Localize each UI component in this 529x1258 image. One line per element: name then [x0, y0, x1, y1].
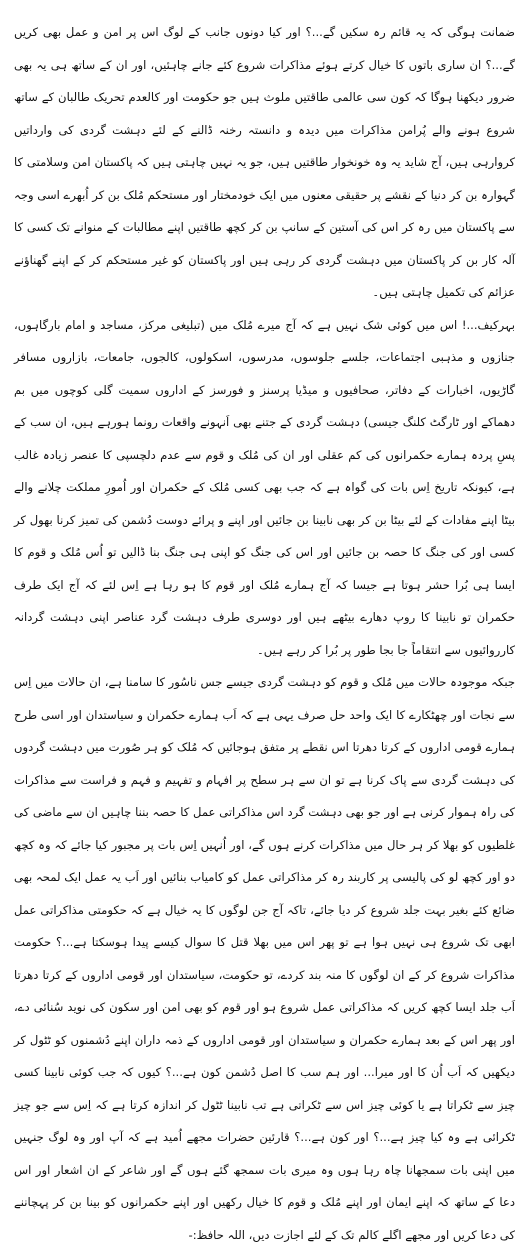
paragraph-1: ضمانت ہوگی کہ یہ قائم رہ سکیں گے...؟ اور کیا دونوں جانب کے لوگ اس پر امن و عمل بھی کریں گے...؟ ان ساری باتوں کا خیال کرتے ہوئے مذاکرات شروع کئے جانے چاہئیں، اور ان کے ساتھ ہی یہ بھی ضرور دیکھنا ہوگا کہ کون سی عالمی طاقتیں ملوث ہیں جو حکومت اور کالعدم تحریک طالبان کے ساتھ شروع ہونے والے پُرامن مذاکرات میں دیدہ و دانستہ رخنہ ڈالنے کے لئے دہشت گردی کی وارداتیں کروارہی ہیں، آج شاید یہ وہ خونخوار طاقتیں ہیں، جو یہ نہیں چاہتی ہیں کہ پاکستان امن وسلامتی کا گہوارہ بن کر دنیا کے نقشے پر حقیقی معنوں میں ایک خودمختار اور مستحکم مُلک بن کر اُبھرے اسی وجہ سے پاکستان میں رہ کر اس کی آستین کے سانپ بن کر کچھ طاقتیں اپنے مطالبات کے منوانے تک کسی کا آلہ کار بن کر پاکستان میں دہشت گردی کر رہی ہیں اور پاکستان کو غیر مستحکم کر کے اپنے گھناؤنے عزائم کی تکمیل چاہتی ہیں۔: [14, 25, 515, 299]
paragraph-3: جبکہ موجودہ حالات میں مُلک و قوم کو دہشت گردی جیسے جس ناسُور کا سامنا ہے، ان حالات میں اِس سے نجات اور چھٹکارے کا ایک واحد حل صرف یہی ہے کہ اَب ہمارے حکمران و سیاستدان اور اسی طرح ہمارے قومی اداروں کے کرتا دھرتا اس نقطے پر متفق ہوجائیں کہ مُلک کو ہر صُورت میں دہشت گردوں کی دہشت گردی سے پاک کرنا ہے تو ان سے ہر سطح پر افہام و تفہیم و فہم و فراست سے مذاکرات کی راہ ہموار کرنی ہے اور جو بھی دہشت گرد اس مذاکراتی عمل کا حصہ بننا چاہیں ان سے ماضی کی غلطیوں کو بھلا کر ہر حال میں مذاکرات کرنے ہوں گے، اور اُنہیں اِس بات پر مجبور کیا جائے کہ وہ کچھ دو اور کچھ لو کی پالیسی پر کاربند رہ کر مذاکراتی عمل کو کامیاب بنائیں اور اَب یہ عمل ایک لمحہ بھی ضائع کئے بغیر بہت جلد شروع کر دیا جائے، تاکہ آج جن لوگوں کا یہ خیال ہے کہ حکومتی مذاکراتی عمل ابھی تک شروع ہی نہیں ہوا ہے تو پھر اس میں بھلا قتل کا سوال کیسے پیدا ہوسکتا ہے...؟ حکومت مذاکرات شروع کر کے ان لوگوں کا منہ بند کردے، تو حکومت، سیاستدان اور قومی اداروں کے کرتا دھرتا اَب جلد ایسا کچھ کریں کہ مذاکراتی عمل شروع ہو اور قوم کو بھی امن اور سکون کی نوید سُنائی دے، اور پھر اس کے بعد ہمارے حکمران و سیاستدان اور قومی اداروں کے ذمہ داران اپنے دُشمنوں کو ٹٹول کر دیکھیں کہ اَب اُن کا اور میرا... اور ہم سب کا اصل دُشمن کون ہے...؟ کیوں کہ جب کوئی نابینا کسی چیز سے ٹکراتا ہے یا کوئی چیز اس سے ٹکراتی ہے تب نابینا ٹٹول کر اندازہ کرتا ہے کہ اِس سے جو چیز ٹکرائی ہے وہ کیا چیز ہے...؟ اور کون ہے...؟ قارئین حضرات مجھے اُمید ہے کہ آپ اور وہ لوگ جنہیں میں اپنی بات سمجھانا چاہ رہا ہوں وہ میری بات سمجھ گئے ہوں گے اور شاعر کے ان اشعار اور اس دعا کے ساتھ کہ اپنے ایمان اور اپنے مُلک و قوم کا خیال رکھیں اور اپنے حکمرانوں کو بینا بن کر پہچاننے کی دعا کریں اور مجھے اگلے کالم تک کے لئے اجازت دیں، اللہ حافظ:-: [14, 675, 515, 1242]
paragraph-2: بہرکیف...! اس میں کوئی شک نہیں ہے کہ آج میرے مُلک میں (تبلیغی مرکز، مساجد و امام بارگاہوں، جنازوں و مذہبی اجتماعات، جلسے جلوسوں، مدرسوں، اسکولوں، کالجوں، جامعات، بازاروں مسافر گاڑیوں، اخبارات کے دفاتر، صحافیوں و میڈیا پرسنز و فورسز کے اداروں سمیت گلی کوچوں میں بم دھماکے اور ٹارگٹ کلنگ جیسی) دہشت گردی کے جتنے بھی اَنہونے واقعات رونما ہورہے ہیں، ان سب کے پسِ پردہ ہمارے حکمرانوں کی کم عقلی اور ان کی مُلک و قوم سے عدم دلچسپی کا عنصر زیادہ غالب ہے، کیونکہ تاریخ اِس بات کی گواہ ہے کہ جب بھی کسی مُلک کے حکمران اور اُمورِ مملکت چلانے والے بیٹا اپنے مفادات کے لئے بیٹا بن کر بھی نابینا بن جائیں اور اپنے و پرائے دوست دُشمن کی تمیز کرنا بھول کر کسی اور کی جنگ کا حصہ بن جائیں اور اس کی جنگ کو اپنی ہی جنگ بنا ڈالیں تو اُس مُلک و قوم کا ایسا ہی بُرا حشر ہوتا ہے جیسا کہ آج ہمارے مُلک اور قوم کا ہو رہا ہے اِس لئے کہ آج ایک طرف حکمران تو نابینا کا روپ دھارے بیٹھے ہیں اور دوسری طرف دہشت گرد عناصر اپنی دہشت گردانہ کارروائیوں سے انتقاماً جا بجا طور پر بُرا کر رہے ہیں۔: [14, 317, 515, 657]
